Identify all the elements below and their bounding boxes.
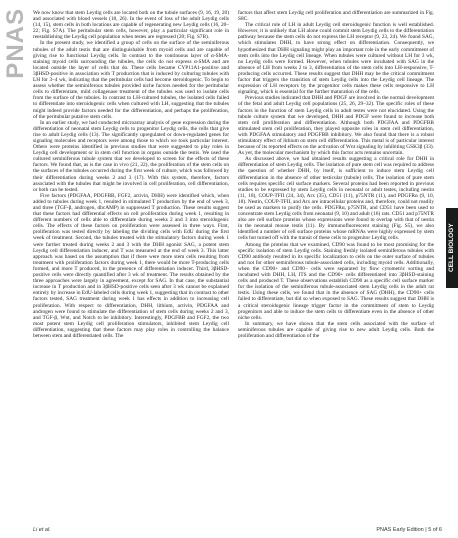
paragraph: Previous studies indicated that DHH and PDGF are involved in the normal development of the fetal and adult Leydig cell populations (25, 26, 29–32). The specific roles of these factors in the function of stem Leydig cells in adult testes were not elucidated. Using the tubule culture system that we developed, DHH and PDGF were found to increase both stem cell proliferation and differentiation. Although both PDGFAA and PDGFBB stimulated stem cell proliferation, they played opposite roles in stem cell differentiation, with PDGFAA stimulatory and PDGFBB inhibitory. We also found that there is a robust stimulatory effect of lithium on stem cell differentiation. This metal is of particular interest because of its reported effects on the activation of Wnt signaling by inhibiting GSK3β (33). As yet, the molecular mechanism by which this factor acts remains uncertain. (238, 95, 434, 157)
footer-author: Li et al. (33, 527, 51, 533)
paragraph: We now know that stem Leydig cells are located both on the tubule surfaces (9, 16, 19, 20) and associated with blood vessels (18, 26). In the event of loss of the adult Leydig cells (14, 15), stem cells in both locations are capable of regenerating new Leydig cells (16, 20–22; Fig. S7A). The peritubular stem cells, however, play a particular significant role in reestablishing the Leydig cell population when testes are regressed (20; Fig. S7B). (33, 10, 229, 41)
paragraph: Among the proteins that we examined, CD90 was found to be most promising for the specific isolation of stem Leydig cells. Staining freshly isolated seminiferous tubules with CD90 antibody resulted in its specific localization to cells on the outer surface of tubules and not for other seminiferous tubule-associated cells, including myoid cells. Additionally, when the CD90+ and CD90− cells were separated by flow cytometric sorting and incubated with DHH, LH, ITS and the CD90+ cells differentiated into 3βHSD-staining cells and produced T. These observations establish CD90 as a specific cell surface marker for the isolation of the seminiferous tubule-associated stem Leydig cells in the adult rat testis. Using these cells, we found that in the absence of SAG (DHH), the CD90+ cells failed to differentiate, but did so when exposed to SAG. These results suggest that DHH is a critical steroidogenic lineage trigger factor in the commitment of stem to Leydig progenitors and able to induce the stem cells to differentiate even in the absence of other niche cells. (238, 241, 434, 321)
paragraph: As discussed above, we had obtained results suggesting a critical role for DHH in differentiation of stem Leydig cells. The isolation of pure stem cell was required to address the question of whether DHH, by itself, is sufficient to induce stem Leydig cell differentiation in the absence of other testicular (tubule) cells. The isolation of pure stem cells requires specific cell surface markers. Several proteins had been reported in previous studies to be expressed by stem Leydig cells in neonatal or adult testes, including nestin (11, 18), COUP-TFII (24, 34), Arx (35), CD51 (11), p75NTR (11), and PDGFRα (9, 10, 18). Nestin, COUP-TFII, and Arx are intracellular proteins and, therefore, could not readily be used as markers to purify the cells. PDGFRα, p75NTR, and CD51 have been used to concentrate stem Leydig cells from neonatal (9, 10) and adult (16) rats. CD51 and p75NTR also are cell surface proteins whose expressions were found to overlap with that of nestin in the neonatal mouse testis (11). By immunofluorescent staining (Fig. S5), we also identified a number of cell surface proteins whose mRNAs were highly expressed by stem cells but turned off with the transit of these cells to progenitor Leydig cells. (238, 156, 434, 242)
paragraph: The critical role of LH in adult Leydig cell steroidogenic function is well established. However, it is unlikely that LH alone could commit stem Leydig cells to the differentiation pathway because the stem cells do not express the LH receptor (9, 23, 24). We found SAG, which stimulates DHH, to have strong effect on differentiation. Consequently, we hypothesized that DHH signaling might play an important role in the early commitment of stem cells into the Leydig cell lineage. When tubules were cultured without LH for 3 wk, no Leydig cells were formed. However, when tubules were incubated with SAG in the absence of LH from weeks 2 to 3, differentiation of the stem cells into LH-responsive, T-producing cells occurred. These results suggest that DHH may be the critical commitment factor that triggers the transition of stem Leydig cells into the Leydig cell lineage. The expression of LH receptors by the progenitor cells makes these cells responsive to LH signaling, which is essential for the further maturation of the cells. (238, 22, 434, 96)
paragraph: In an earlier study, we had conducted microarray analysis of gene expression during the differentiation of neonatal stem Leydig cells to progenitor Leydig cells, the cells that give rise to adult Leydig cells (13). The significantly upregulated or down-regulated genes for signaling molecules and receptors were among those to which we took particular interest. Others were proteins identified in previous studies that were suggested to play roles in Leydig cell development or in stem cell function in organs outside the testis. We used the cultured seminiferous tubule system that we developed to screen for the effects of these factors. We found that, as is the case in vivo (21, 22), the proliferation of the stem cells on the surfaces of the tubules occurred during the first week of culture, which was followed by their differentiation during weeks 2 and 3 (17). With this system, therefore, factors associated with the tubules that might be involved in cell proliferation, cell differentiation, or both can be tested. (33, 119, 229, 193)
paragraph: In summary, we have shown that the stem cells associated with the surface of seminiferous tubules are capable of giving rise to new adult Leydig cells. Both the proliferation and differentiation of the (238, 320, 434, 339)
paragraph: Five factors (PDGFAA, PDGFBB, FGF2, activin, DHH) were identified which, when added to tubules during week 1, resulted in stimulated T production by the end of week 3, and three (TGF-β, androgen, dbcAMP) in suppressed T production. These results suggest that these factors had differential effects on cell proliferation during week 1, resulting in different numbers of cells able to differentiate during weeks 2 and 3 into steroidogenic cells. The effects of these factors on proliferation were assessed in three ways. First, proliferation was tested directly by labeling the dividing cells with EdU during the first week of treatment. Second, the tubules treated with the stimulatory factors during week 1 were further treated during weeks 2 and 3 with the DHH agonist SAG, a potent stem Leydig cell differentiation inducer, and T was measured at the end of week 3. This latter approach was based on the assumption that if there were more stem cells resulting from treatment with proliferation factors during week 1, there would be more T-producing cells formed, and more T produced, in the presence of differentiation inducer. Third, 3βHSD-positive cells were directly quantified after 3 wk of treatment. The results obtained by the three approaches were largely in agreement, except for SAG. In that case, the substantial increase in T production and in 3βHSD-positive cells seen after 3 wk cannot be explained entirely by increase in EdU-labeled cells during week 1, suggesting that in contrast to other factors tested, SAG treatment during week 1 has effects in addition to increasing cell proliferation. With respect to differentiation, DHH, lithium, activin, PDGFAA and androgen were found to stimulate the differentiation of stem cells during weeks 2 and 3, and TGF-β, Wnt, and Notch to be inhibitory. Interestingly, PDGFBB and FGF2, the two most potent stem Leydig cell proliferation stimulators, inhibited stem Leydig cell differentiation, suggesting that these factors may play roles in controlling the balance between stem and differentiated cells. The (33, 192, 229, 339)
pnas-logo: PNAS (2, 8, 29, 79)
footer-journal: PNAS Early Edition | 5 of 6 (376, 527, 442, 533)
left-column (33, 10, 229, 515)
section-tab (446, 208, 458, 288)
right-column (238, 10, 434, 515)
paragraph: factors that affect stem Leydig cell proliferation and differentiation are summarized in Fig. S8C. (238, 10, 434, 23)
paragraph: In the present study, we identified a group of cells on the surface of the seminiferous tubules of the adult testis that are distinguishable from myoid cells and are capable of giving rise to functional Leydig cells. In contrast to the continuous layer of α-SMA-staining myoid cells surrounding the tubules, the cells do not express α-SMA and are located outside the layer of cells that do. These cells became CYP11A1-positive and 3βHSD-positive in association with T production that is induced by culturing tubules with LH for 3–4 wk, indicating that the peritubular cells had become steroidogenic. To begin to assess whether the seminiferous tubules provided niche factors needed for the peritubular cells to differentiate, mild collagenase treatment of the tubules was used to isolate cells from the surface of the tubules. In contrast to LH-cultured tubules, the isolated cells failed to differentiate into steroidogenic cells when cultured with LH, suggesting that the tubules might indeed provide factors needed for the differentiation, and perhaps the proliferation, of the peritubular putative stem cells. (33, 40, 229, 120)
section-tab-label: CELL BIOLOGY (448, 223, 455, 273)
journal-sidebar (0, 0, 29, 230)
